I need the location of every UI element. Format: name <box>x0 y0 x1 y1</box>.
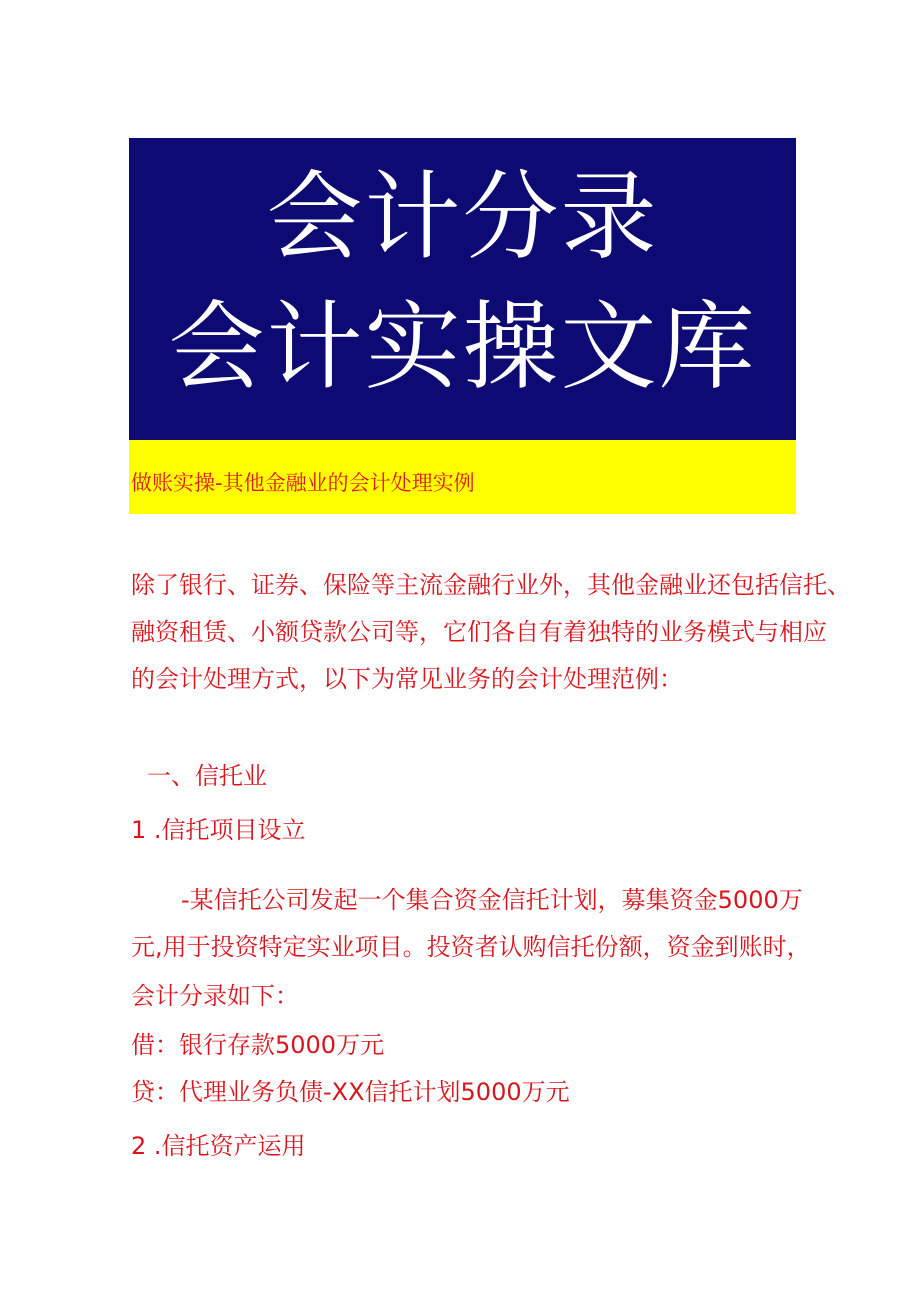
section-heading-trust: 一、信托业 <box>147 762 267 790</box>
item-1-line-3: 会计分录如下： <box>131 982 299 1010</box>
item-1-title: 1 .信托项目设立 <box>131 816 306 844</box>
item-1-line-2: 元,用于投资特定实业项目。投资者认购信托份额，资金到账时， <box>131 933 811 961</box>
intro-line-1: 除了银行、证券、保险等主流金融行业外，其他金融业还包括信托、 <box>131 571 851 599</box>
subtitle-bar <box>129 440 796 514</box>
subtitle-text: 做账实操-其他金融业的会计处理实例 <box>131 471 475 495</box>
banner-title-line2: 会计实操文库 <box>168 291 757 403</box>
intro-line-2: 融资租赁、小额贷款公司等，它们各自有着独特的业务模式与相应 <box>131 618 827 646</box>
journal-debit-line: 借：银行存款5000万元 <box>131 1031 385 1059</box>
journal-credit-line: 贷：代理业务负债-XX信托计划5000万元 <box>131 1078 570 1106</box>
banner-title-line1: 会计分录 <box>266 161 659 273</box>
intro-line-3: 的会计处理方式，以下为常见业务的会计处理范例： <box>131 665 683 693</box>
item-2-title: 2 .信托资产运用 <box>131 1132 306 1160</box>
item-1-line-1: -某信托公司发起一个集合资金信托计划，募集资金5000万 <box>181 886 803 914</box>
title-banner <box>129 138 796 440</box>
